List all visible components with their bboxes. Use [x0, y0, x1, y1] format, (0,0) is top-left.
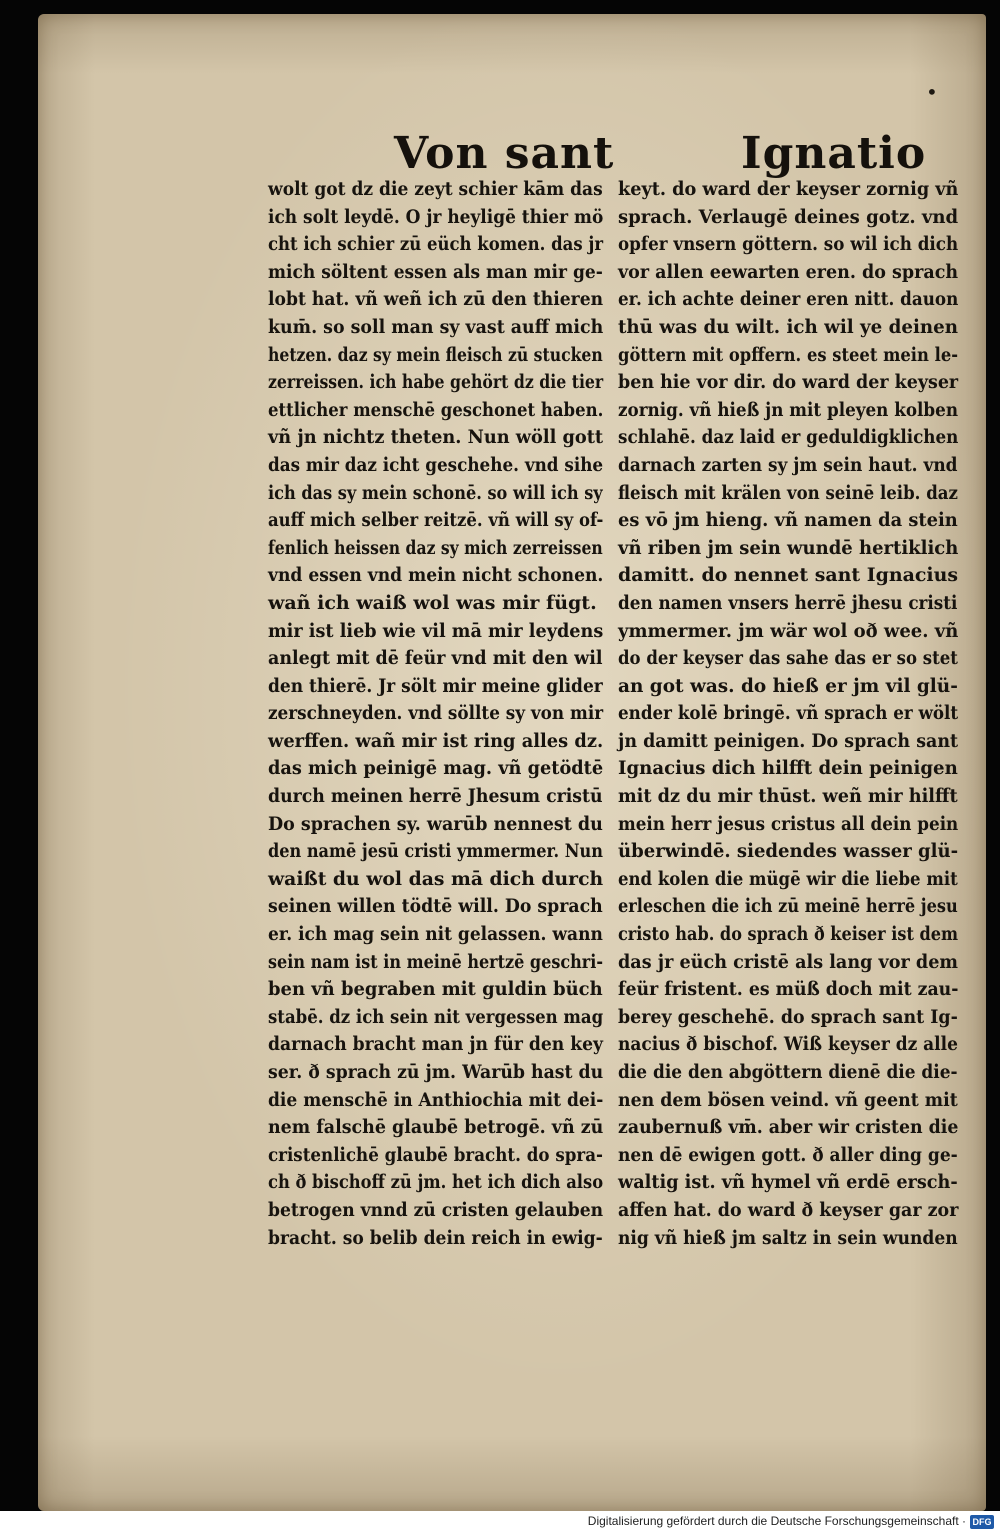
text-line: schlahē. daz laid er geduldigklichen	[618, 426, 959, 449]
text-line: betrogen vnnd zū cristen gelauben	[268, 1198, 604, 1221]
text-line: sprach. Verlaugē deines gotz. vnd	[618, 205, 959, 228]
text-line: cristo hab. do sprach ð keiser ist dem	[618, 923, 959, 946]
text-line: lobt hat. vñ weñ ich zū den thieren	[268, 288, 604, 311]
text-line: die menschē in Anthiochia mit dei-	[268, 1088, 604, 1111]
text-line: cht ich schier zū eüch komen. das jr	[268, 233, 604, 256]
text-line: darnach zarten sy jm sein haut. vnd	[618, 453, 958, 476]
text-line: nig vñ hieß jm saltz in sein wunden	[618, 1226, 958, 1249]
text-line: opfer vnsern göttern. so wil ich dich	[618, 233, 959, 256]
text-line: end kolen die mügē wir die liebe mit	[618, 867, 958, 890]
text-line: an got was. do hieß er jm vil glü-	[618, 674, 958, 697]
text-line: den namē jesū cristi ymmermer. Nun	[268, 840, 603, 863]
text-line: ben hie vor dir. do ward der keyser	[618, 371, 959, 394]
text-line: mich söltent essen als man mir ge-	[268, 260, 603, 283]
text-line: göttern mit opffern. es steet mein le-	[618, 343, 959, 366]
text-line: es vō jm hieng. vñ namen da stein	[618, 509, 958, 532]
text-line: anlegt mit dē feür vnd mit den wil	[268, 647, 603, 670]
text-line: cristenlichē glaubē bracht. do spra-	[268, 1143, 603, 1166]
text-line: er. ich achte deiner eren nitt. dauon	[618, 288, 959, 311]
text-column-right	[618, 176, 958, 1252]
text-line: vnd essen vnd mein nicht schonen.	[268, 564, 604, 587]
text-line: darnach bracht man jn für den key	[268, 1033, 603, 1056]
text-line: feür fristent. es müß doch mit zau-	[618, 978, 959, 1001]
text-line: fenlich heissen daz sy mich zerreissen	[268, 536, 603, 559]
text-line: ch ð bischoff zū jm. het ich dich also	[268, 1171, 604, 1194]
text-line: seinen willen tödtē will. Do sprach	[268, 895, 603, 918]
text-line: werffen. wañ mir ist ring alles dz.	[268, 729, 604, 752]
page-mark: •	[926, 80, 938, 104]
text-column-left	[268, 176, 603, 1252]
text-line: sein nam ist in meinē hertzē geschri-	[268, 950, 603, 973]
text-line: erleschen die ich zū meinē herrē jesu	[618, 895, 958, 918]
text-line: damitt. do nennet sant Ignacius	[618, 564, 959, 587]
text-line: ser. ð sprach zū jm. Warūb hast du	[268, 1061, 604, 1083]
text-line: jn damitt peinigen. Do sprach sant	[618, 729, 959, 752]
text-line: durch meinen herrē Jhesum cristū	[268, 785, 603, 808]
funding-notice: Digitalisierung gefördert durch die Deutsche Forschungsgemeinschaft ·	[587, 1514, 966, 1528]
text-line: nen dem bösen veind. vñ geent mit	[618, 1088, 958, 1111]
text-line: Do sprachen sy. warūb nennest du	[268, 812, 603, 835]
text-line: vñ jn nichtz theten. Nun wöll gott	[268, 426, 604, 449]
text-line: ymmermer. jm wär wol oð wee. vñ	[618, 619, 959, 642]
running-head-left: Von sant	[394, 128, 615, 179]
text-line: ettlicher menschē geschonet haben.	[268, 398, 604, 421]
text-line: bracht. so belib dein reich in ewig-	[268, 1226, 603, 1249]
text-line: do der keyser das sahe das er so stet	[618, 647, 958, 670]
text-line: nem falschē glaubē betrogē. vñ zū	[268, 1116, 604, 1139]
text-line: vñ riben jm sein wundē hertiklich	[618, 536, 959, 559]
text-line: wañ ich waiß wol was mir fügt.	[268, 591, 597, 614]
text-line: waltig ist. vñ hymel vñ erdē ersch-	[618, 1171, 958, 1194]
text-line: wolt got dz die zeyt schier kām das	[268, 178, 603, 200]
text-line: berey geschehē. do sprach sant Ig-	[618, 1005, 958, 1028]
text-line: affen hat. do ward ð keyser gar zor	[618, 1198, 959, 1221]
text-line: das mich peinigē mag. vñ getödtē	[268, 757, 604, 780]
text-line: die die den abgöttern dienē die die-	[618, 1061, 958, 1083]
text-line: ben vñ begraben mit guldin büch	[268, 978, 603, 1001]
text-line: überwindē. siedendes wasser glü-	[618, 840, 959, 863]
text-line: ich solt leydē. O jr heyligē thier mö	[268, 205, 604, 228]
text-line: den namen vnsers herrē jhesu cristi	[618, 591, 958, 614]
text-line: mir ist lieb wie vil mā mir leydens	[268, 619, 604, 642]
text-line: ich das sy mein schonē. so will ich sy	[268, 481, 603, 504]
text-line: zerschneyden. vnd söllte sy von mir	[268, 702, 604, 725]
footer-bar	[0, 1511, 1000, 1533]
text-line: er. ich mag sein nit gelassen. wann	[268, 923, 603, 946]
text-line: das mir daz icht geschehe. vnd sihe	[268, 453, 604, 476]
text-line: stabē. dz ich sein nit vergessen mag	[268, 1005, 604, 1028]
text-line: hetzen. daz sy mein fleisch zū stucken	[268, 343, 603, 366]
text-line: zaubernuß vm̄. aber wir cristen die	[618, 1116, 959, 1139]
running-head-right: Ignatio	[741, 128, 927, 179]
text-line: nen dē ewigen gott. ð aller ding ge-	[618, 1143, 958, 1166]
text-line: mit dz du mir thūst. weñ mir hilfft	[618, 785, 958, 808]
text-line: thū was du wilt. ich wil ye deinen	[618, 315, 959, 338]
text-line: zerreissen. ich habe gehört dz die tier	[268, 371, 604, 394]
text-line: kum̄. so soll man sy vast auff mich	[268, 315, 604, 338]
text-line: fleisch mit krälen von seinē leib. daz	[618, 481, 958, 504]
text-line: auff mich selber reitzē. vñ will sy of-	[268, 509, 604, 532]
text-line: Ignacius dich hilfft dein peinigen	[618, 757, 958, 780]
text-line: nacius ð bischof. Wiß keyser dz alle	[618, 1033, 958, 1056]
text-line: den thierē. Jr sölt mir meine glider	[268, 674, 603, 697]
text-line: das jr eüch cristē als lang vor dem	[618, 950, 959, 973]
text-line: mein herr jesus cristus all dein pein	[618, 812, 959, 835]
dfg-logo-icon: DFG	[970, 1515, 994, 1529]
text-line: keyt. do ward der keyser zornig vñ	[618, 178, 959, 200]
text-line: ender kolē bringē. vñ sprach er wölt	[618, 702, 959, 725]
text-line: vor allen eewarten eren. do sprach	[618, 260, 959, 283]
text-line: waißt du wol das mā dich durch	[268, 867, 604, 890]
text-line: zornig. vñ hieß jn mit pleyen kolben	[618, 398, 959, 421]
